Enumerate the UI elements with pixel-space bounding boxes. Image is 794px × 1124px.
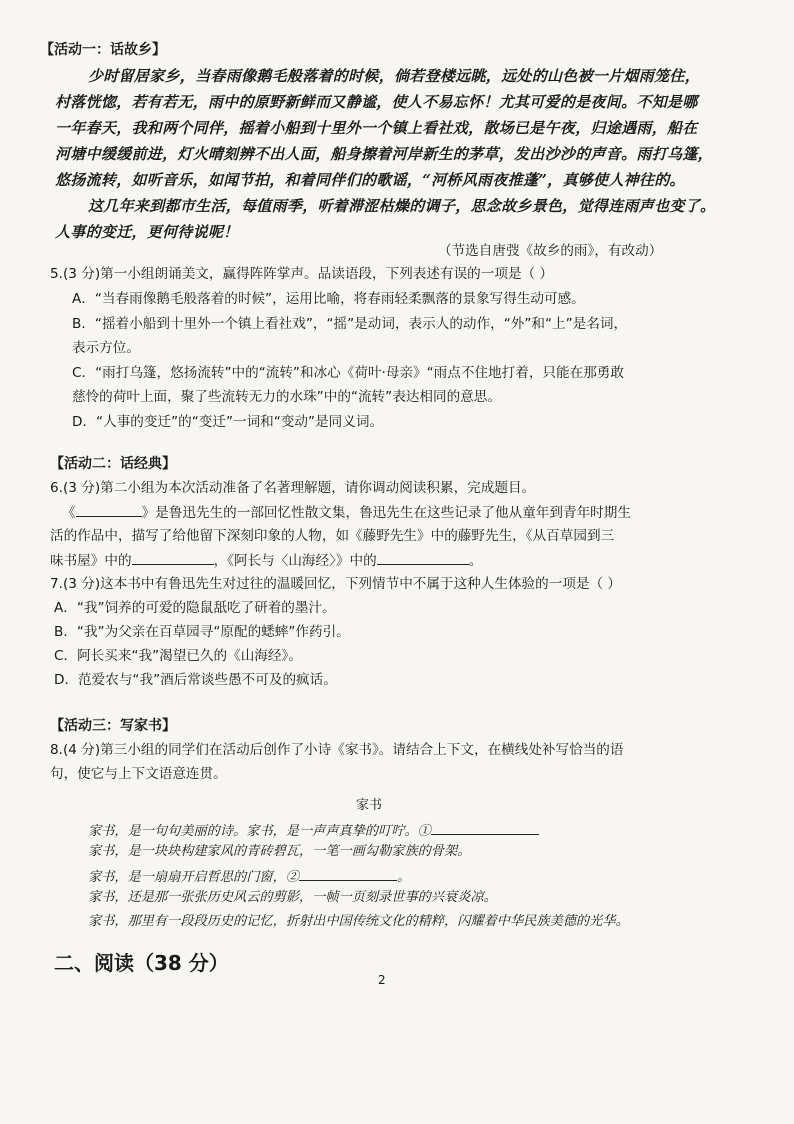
q8-stem-line-2: 句，使它与上下文语意连贯。 [50,766,227,782]
q5-option-b-line1: B．“摇着小船到十里外一个镇上看社戏”，“摇”是动词，表示人的动作，“外”和“上”是名词， [72,316,628,332]
q6-line-1 [62,502,631,523]
poem-line-3-text: 家书，是一扇扇开启哲思的门窗，② [88,870,299,885]
q7-option-a: A．“我”饲养的可爱的隐鼠舐吃了研着的墨汁。 [54,600,336,616]
poem-line-1-text: 家书，是一句句美丽的诗。家书，是一声声真挚的叮咛。① [88,824,431,839]
q7-option-b: B．“我”为父亲在百草园寻“原配的蟋蟀”作药引。 [54,624,350,640]
poem-line-2: 家书，是一块块构建家风的青砖碧瓦，一笔一画勾勒家族的骨架。 [88,844,471,859]
activity3-heading: 【活动三：写家书】 [50,718,176,734]
poem-line-5: 家书，那里有一段段历史的记忆，折射出中国传统文化的精粹，闪耀着中华民族美德的光华。 [88,914,629,929]
page-number: 2 [378,973,386,987]
passage-source: （节选自唐弢《故乡的雨》，有改动） [438,243,663,259]
q7-option-d: D．范爱农与“我”酒后常谈些愚不可及的疯话。 [54,672,337,688]
q6-stem: 6.(3 分)第二小组为本次活动准备了名著理解题，请你调动阅读积累，完成题目。 [50,480,536,496]
q5-stem: 5.(3 分)第一小组朗诵美文，赢得阵阵掌声。品读语段，下列表述有误的一项是（ ） [50,266,554,282]
poem-line-1 [88,820,539,842]
q6-bracket-open: 《 [62,505,76,521]
q5-option-d: D．“人事的变迁”的“变迁”一词和“变动”是同义词。 [72,414,384,430]
q5-option-b-line2: 表示方位。 [72,340,140,356]
q6-blank-person-1[interactable] [132,550,214,565]
passage-line-4: 河塘中缓缓前进，灯火晴刻辨不出人面，船身擦着河岸新生的茅草，发出沙沙的声音。雨打乌篷， [55,145,713,163]
q7-option-c: C．阿长买来“我”渴望已久的《山海经》。 [54,648,302,664]
poem-line-4: 家书，还是那一张张历史风云的剪影，一帧一页刻录世事的兴衰炎凉。 [88,890,497,905]
q6-line-3 [50,550,482,571]
passage-line-5: 悠扬流转，如听音乐，如闻节拍，和着同伴们的歌谣，“河桥风雨夜推蓬”，真够使人神往的。 [55,171,685,189]
poem-line-3 [88,866,410,888]
q7-stem: 7.(3 分)这本书中有鲁迅先生对过往的温暖回忆，下列情节中不属于这种人生体验的一项是（ ） [50,576,622,592]
activity2-heading: 【活动二：话经典】 [50,456,176,472]
q6-line-3-c: 。 [468,553,483,569]
q5-option-c-line2: 慈怜的荷叶上面，聚了些流转无力的水珠”中的“流转”表达相同的意思。 [72,389,501,405]
passage-line-1: 少时留居家乡，当春雨像鹅毛般落着的时候，倘若登楼远眺，远处的山色被一片烟雨笼住， [88,67,701,85]
activity1-heading: 【活动一：话故乡】 [40,42,166,58]
q6-line-1-text: 》是鲁迅先生的一部回忆性散文集，鲁迅先生在这些记录了他从童年到青年时期生 [141,505,631,521]
poem-blank-1[interactable] [431,820,539,835]
passage-line-2: 村落恍惚，若有若无，雨中的原野新鲜而又静谧，使人不易忘怀！尤其可爱的是夜间。不知是哪 [55,93,698,111]
q8-stem-line-1: 8.(4 分)第三小组的同学们在活动后创作了小诗《家书》。请结合上下文，在横线处补写恰当的语 [50,742,624,758]
poem-line-3-end: 。 [397,870,411,885]
passage-line-6: 这几年来到都市生活，每值雨季，听着滞涩枯燥的调子，思念故乡景色，觉得连雨声也变了。 [88,197,716,215]
q6-blank-book-title[interactable] [76,502,142,517]
poem-blank-2[interactable] [299,866,397,881]
q6-blank-person-2[interactable] [377,550,469,565]
passage-line-7: 人事的变迁，更何待说呢！ [55,223,239,241]
q6-line-2: 活的作品中，描写了给他留下深刻印象的人物，如《藤野先生》中的藤野先生，《从百草园到三 [50,528,615,544]
q6-line-3-a: 味书屋》中的 [50,553,132,569]
q5-option-a: A．“当春雨像鹅毛般落着的时候”，运用比喻，将春雨轻柔飘落的景象写得生动可感。 [72,291,585,307]
section2-heading: 二、阅读（38 分） [54,951,229,975]
q5-option-c-line1: C．“雨打乌篷，悠扬流转”中的“流转”和冰心《荷叶·母亲》“雨点不住地打着，只能在那勇敢 [72,365,624,381]
passage-line-3: 一年春天，我和两个同伴，摇着小船到十里外一个镇上看社戏，散场已是午夜，归途遇雨，船在 [55,119,698,137]
q6-line-3-b: ，《阿长与〈山海经〉》中的 [213,553,377,569]
poem-title: 家书 [356,798,383,813]
